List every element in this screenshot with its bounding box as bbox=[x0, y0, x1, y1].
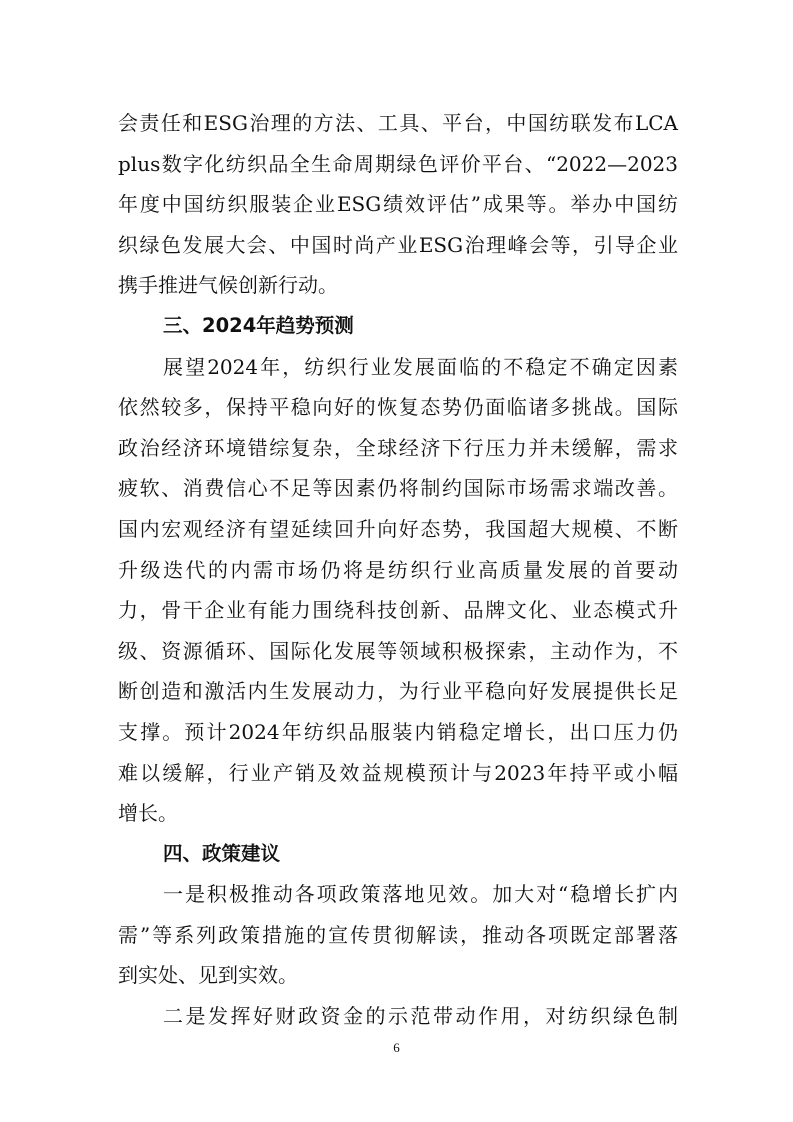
page-number: 6 bbox=[393, 1040, 400, 1055]
text-line: 支撑。预计2024年纺织品服装内销稳定增长，出口压力仍 bbox=[118, 719, 678, 744]
section-heading-trend-forecast: 三、2024年趋势预测 bbox=[163, 313, 354, 337]
text-line: 断创造和激活内生发展动力，为行业平稳向好发展提供长足 bbox=[118, 679, 678, 704]
text-line: 疲软、消费信心不足等因素仍将制约国际市场需求端改善。 bbox=[118, 476, 678, 501]
text-line: 政治经济环境错综复杂，全球经济下行压力并未缓解，需求 bbox=[118, 435, 678, 460]
text-line: 升级迭代的内需市场仍将是纺织行业高质量发展的首要动 bbox=[118, 557, 678, 582]
section-heading-policy-suggestions: 四、政策建议 bbox=[163, 841, 281, 865]
text-line: plus数字化纺织品全生命周期绿色评价平台、“2022—2023 bbox=[118, 151, 678, 176]
text-line: 力，骨干企业有能力围绕科技创新、品牌文化、业态模式升 bbox=[118, 598, 678, 623]
body-text bbox=[118, 103, 678, 1037]
text-line: 增长。 bbox=[118, 801, 178, 826]
text-line: 需”等系列政策措施的宣传贯彻解读，推动各项既定部署落 bbox=[118, 922, 678, 947]
text-line: 会责任和ESG治理的方法、工具、平台，中国纺联发布LCA bbox=[118, 111, 678, 135]
text-line: 一是积极推动各项政策落地见效。加大对“稳增长扩内 bbox=[163, 882, 678, 907]
text-line: 二是发挥好财政资金的示范带动作用，对纺织绿色制 bbox=[163, 1004, 678, 1029]
text-line: 难以缓解，行业产销及效益规模预计与2023年持平或小幅 bbox=[118, 760, 678, 785]
text-line: 依然较多，保持平稳向好的恢复态势仍面临诸多挑战。国际 bbox=[118, 395, 678, 420]
text-line: 级、资源循环、国际化发展等领域积极探索，主动作为，不 bbox=[118, 638, 678, 663]
text-line: 展望2024年，纺织行业发展面临的不稳定不确定因素 bbox=[163, 354, 678, 379]
text-line: 携手推进气候创新行动。 bbox=[118, 273, 338, 298]
text-line: 织绿色发展大会、中国时尚产业ESG治理峰会等，引导企业 bbox=[118, 232, 678, 257]
text-line: 年度中国纺织服装企业ESG绩效评估”成果等。举办中国纺 bbox=[118, 192, 678, 217]
text-line: 国内宏观经济有望延续回升向好态势，我国超大规模、不断 bbox=[118, 516, 678, 541]
text-line: 到实处、见到实效。 bbox=[118, 963, 298, 988]
